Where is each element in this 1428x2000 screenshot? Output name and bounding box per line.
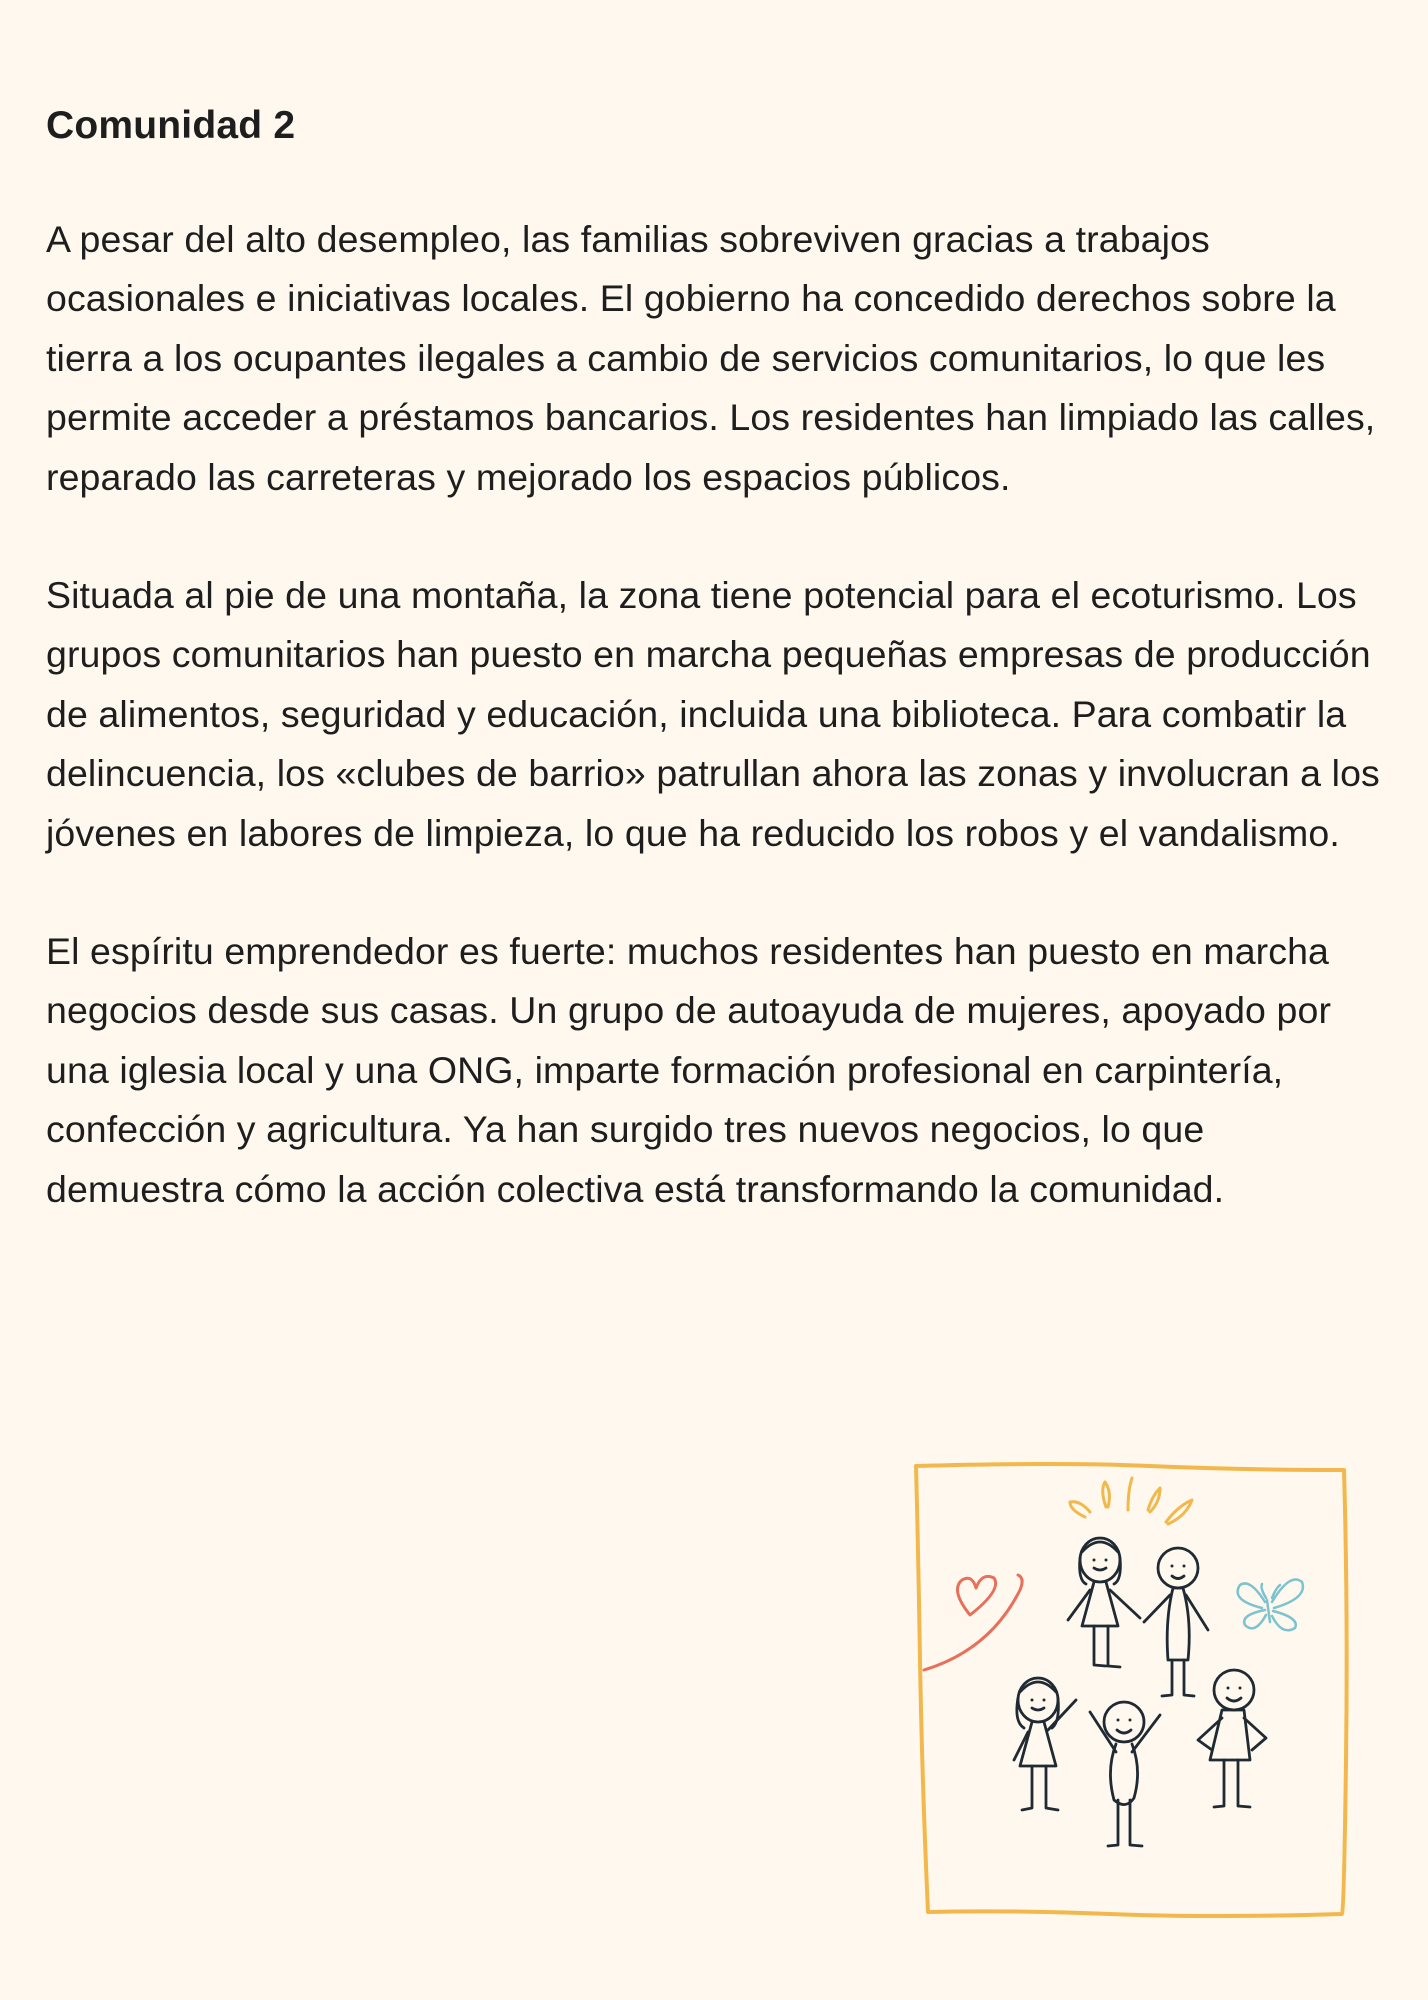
illustration-frame	[916, 1464, 1347, 1916]
paragraph-1: A pesar del alto desempleo, las familias sobreviven gracias a trabajos ocasionales e iniciativas locales. El gobierno ha concedido derechos sobre la tierra a los ocupantes ilegales a cambio de servicios comunitarios, lo que les permite acceder a préstamos bancarios. Los residentes han limpiado las calles, reparado las carreteras y mejorado los espacios públicos.	[46, 218, 1376, 498]
person-figure-2	[1144, 1548, 1208, 1696]
person-figure-3	[1014, 1678, 1076, 1810]
paragraph-3: El espíritu emprendedor es fuerte: muchos residentes han puesto en marcha negocios desde sus casas. Un grupo de autoayuda de mujeres, apoyado por una iglesia local y una ONG, imparte formación profesional en carpintería, confección y agricultura. Ya han surgido tres nuevos negocios, lo que demuestra cómo la acción colectiva está transformando la comunidad.	[46, 930, 1332, 1210]
document-page	[46, 96, 1386, 1278]
person-figure-5	[1198, 1670, 1266, 1807]
person-figure-4	[1090, 1702, 1160, 1846]
person-figure-1	[1068, 1538, 1140, 1667]
community-people-illustration	[910, 1460, 1350, 1920]
butterfly-icon	[1238, 1580, 1303, 1631]
heart-icon	[924, 1575, 1022, 1670]
sparkle-rays-icon	[1070, 1478, 1192, 1524]
paragraph-2: Situada al pie de una montaña, la zona tiene potencial para el ecoturismo. Los grupos comunitarios han puesto en marcha pequeñas empresas de producción de alimentos, seguridad y educación, incluida una biblioteca. Para combatir la delincuencia, los «clubes de barrio» patrullan ahora las zonas y involucran a los jóvenes en labores de limpieza, lo que ha reducido los robos y el vandalismo.	[46, 574, 1380, 854]
document-title: Comunidad 2	[46, 104, 296, 147]
